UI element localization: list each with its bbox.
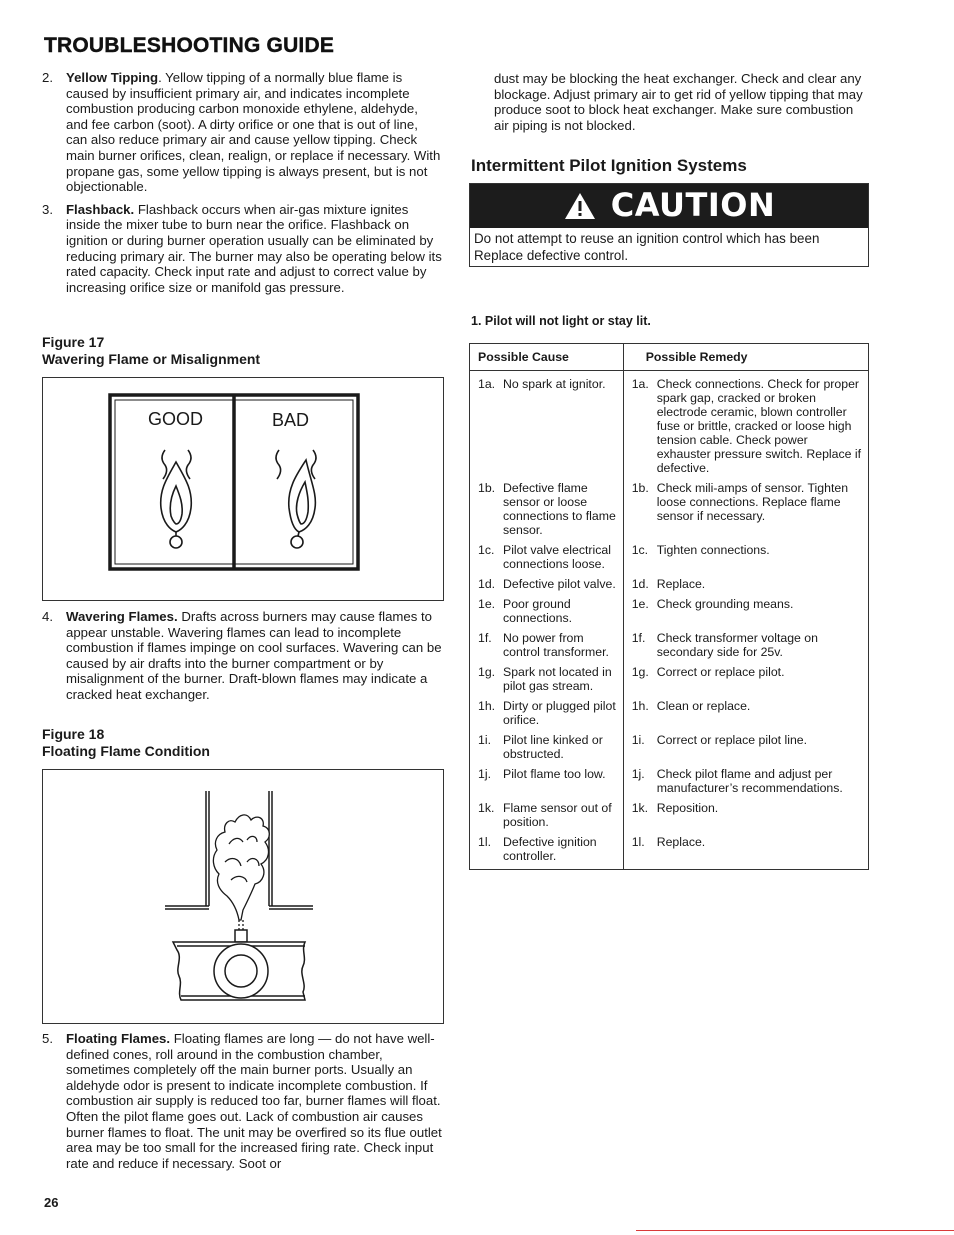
table-row bbox=[470, 733, 869, 767]
bad-label: BAD bbox=[272, 410, 310, 430]
cause-code: 1k. bbox=[478, 801, 495, 815]
figure-18-label bbox=[42, 726, 210, 760]
caution-label: CAUTION bbox=[610, 186, 776, 225]
cause-text: Spark not located in pilot gas stream. bbox=[503, 665, 612, 693]
remedy-entry bbox=[632, 801, 862, 815]
cause-code: 1j. bbox=[478, 767, 491, 781]
cause-code: 1h. bbox=[478, 699, 496, 713]
table-subheading: 1. Pilot will not light or stay lit. bbox=[471, 314, 651, 328]
figure-number: Figure 18 bbox=[42, 726, 105, 742]
table-row bbox=[470, 371, 869, 482]
caution-header bbox=[470, 184, 868, 228]
cause-entry bbox=[478, 665, 617, 693]
item-text: . Yellow tipping of a normally blue flame is caused by insufficient primary air, and indicates incomplete combustion producing carbon monoxide ethylene, aldehyde, and fee carbon (soot). A dirty orifice or one that is out of line, can also reduce primary air and cause yellow tipping. Check main burner orifices, clean, realign, or replace if necessary. With propane gas, some yellow tipping is always present, but is not objectionable. bbox=[66, 70, 441, 195]
table-row bbox=[470, 699, 869, 733]
table-cell-cause bbox=[470, 801, 624, 835]
cause-code: 1i. bbox=[478, 733, 491, 747]
continuation-paragraph: dust may be blocking the heat exchanger. Check and clear any blockage. Adjust primary air to get rid of yellow tipping that may produce soot to block heat exchanger. Make sure combustion air piping is not blocked. bbox=[494, 71, 863, 133]
cause-entry bbox=[478, 767, 617, 781]
warning-triangle-icon bbox=[563, 191, 597, 221]
table-row bbox=[470, 801, 869, 835]
cause-code: 1e. bbox=[478, 597, 496, 611]
good-label: GOOD bbox=[148, 409, 204, 429]
table-cell-cause bbox=[470, 481, 624, 543]
remedy-entry bbox=[632, 377, 862, 475]
remedy-entry bbox=[632, 597, 862, 611]
remedy-text: Reposition. bbox=[656, 801, 719, 815]
figure-caption: Floating Flame Condition bbox=[42, 743, 210, 759]
figure-18-floating-flame bbox=[42, 769, 444, 1024]
remedy-text: Check transformer voltage on secondary side for 25v. bbox=[656, 631, 818, 659]
remedy-text: Replace. bbox=[656, 577, 706, 591]
table-row bbox=[470, 631, 869, 665]
cause-code: 1c. bbox=[478, 543, 495, 557]
cause-entry bbox=[478, 835, 617, 863]
table-row bbox=[470, 767, 869, 801]
item-text: Floating flames are long — do not have well-defined cones, roll around in the combustion chamber, sometimes completely off the main burner ports. Usually an aldehyde odor is present to indicate incomplete combustion. If combustion air supply is reduced too far, burner flames will float. Often the pilot flame goes out. Lack of combustion air causes burner flames to float. The unit may be overfired so its flue outlet area may be too small for the increased firing rate. Check input rate and reduce if necessary. Soot or bbox=[66, 1031, 442, 1171]
table-body bbox=[470, 371, 869, 870]
figure-17-wavering-flame bbox=[42, 377, 444, 601]
remedy-entry bbox=[632, 767, 862, 795]
figure-17-illustration bbox=[43, 378, 443, 600]
cause-text: Defective flame sensor or loose connections to flame sensor. bbox=[503, 481, 616, 537]
remedy-entry bbox=[632, 835, 862, 849]
left-column-lower bbox=[42, 609, 442, 703]
remedy-code: 1g. bbox=[631, 665, 649, 679]
table-cell-remedy bbox=[623, 631, 868, 665]
table-cell-remedy bbox=[623, 699, 868, 733]
table-cell-cause bbox=[470, 371, 624, 482]
cause-entry bbox=[478, 377, 617, 391]
table-row bbox=[470, 481, 869, 543]
table-cell-remedy bbox=[623, 481, 868, 543]
item-label: Wavering Flames. bbox=[66, 609, 178, 624]
remedy-entry bbox=[632, 733, 862, 747]
item-text: Drafts across burners may cause flames to appear unstable. Wavering flames can lead to incomplete combustion if flames impinge on cool surfaces. Wavering can be caused by air drafts into the burner compartment or by misalignment of the burner. Draft-blown flames may indicate a cracked heat exchanger. bbox=[66, 609, 442, 702]
cause-text: No spark at ignitor. bbox=[503, 377, 606, 391]
list-item-floating-flames: 5. Floating Flames. Floating flames are long — do not have well-defined cones, roll around in the combustion chamber, sometimes completely off the main burner ports. Usually an aldehyde odor is present to indicate incomplete combustion. If combustion air supply is reduced too far, burner flames will float. Often the pilot flame goes out. Lack of combustion air causes burner flames to float. The unit may be overfired so its flue outlet area may be too small for the increased firing rate. Check input rate and reduce if necessary. Soot or bbox=[42, 1031, 442, 1171]
remedy-code: 1e. bbox=[631, 597, 649, 611]
list-item-flashback: 3. Flashback. Flashback occurs when air-gas mixture ignites inside the mixer tube to burn near the orifice. Flashback on ignition or during burner operation usually can be eliminated by reducing primary air. The burner may also be operating below its rated capacity. Check input rate and adjust to correct value by increasing orifice size or manifold gas pressure. bbox=[42, 201, 442, 295]
cause-code: 1b. bbox=[478, 481, 496, 495]
remedy-entry bbox=[632, 665, 862, 679]
table-cell-remedy bbox=[623, 733, 868, 767]
table-cell-cause bbox=[470, 699, 624, 733]
table-cell-cause bbox=[470, 835, 624, 870]
remedy-code: 1k. bbox=[631, 801, 649, 815]
table-row bbox=[470, 597, 869, 631]
figure-17-label bbox=[42, 334, 260, 368]
figure-caption: Wavering Flame or Misalignment bbox=[42, 351, 261, 367]
cause-entry bbox=[478, 481, 617, 537]
cause-code: 1d. bbox=[478, 577, 496, 591]
troubleshooting-table bbox=[469, 343, 869, 870]
cause-entry bbox=[478, 597, 617, 625]
footer-accent-rule bbox=[636, 1230, 954, 1231]
cause-entry bbox=[478, 733, 617, 761]
cause-entry bbox=[478, 543, 617, 571]
remedy-entry bbox=[632, 481, 862, 523]
remedy-text: Check pilot flame and adjust per manufacturer’s recommendations. bbox=[656, 767, 843, 795]
cause-text: Defective pilot valve. bbox=[503, 577, 616, 591]
cause-code: 1f. bbox=[478, 631, 492, 645]
remedy-entry bbox=[632, 543, 862, 557]
remedy-text: Correct or replace pilot line. bbox=[656, 733, 808, 747]
table-cell-cause bbox=[470, 631, 624, 665]
remedy-code: 1h. bbox=[631, 699, 649, 713]
table-cell-remedy bbox=[623, 597, 868, 631]
remedy-code: 1d. bbox=[631, 577, 649, 591]
caution-box bbox=[469, 183, 869, 267]
cause-code: 1a. bbox=[478, 377, 496, 391]
table-row bbox=[470, 835, 869, 870]
remedy-text: Correct or replace pilot. bbox=[656, 665, 785, 679]
remedy-text: Clean or replace. bbox=[656, 699, 751, 713]
table-cell-remedy bbox=[623, 543, 868, 577]
table-row bbox=[470, 577, 869, 597]
remedy-entry bbox=[632, 699, 862, 713]
list-item-wavering-flames: 4. Wavering Flames. Drafts across burners may cause flames to appear unstable. Wavering flames can lead to incomplete combustion if flames impinge on cool surfaces. Wavering can be caused by air drafts into the burner compartment or by misalignment of the burner. Draft-blown flames may indicate a cracked heat exchanger. bbox=[42, 609, 442, 702]
cause-text: Poor ground connections. bbox=[503, 597, 573, 625]
remedy-text: Check grounding means. bbox=[656, 597, 794, 611]
cause-code: 1l. bbox=[478, 835, 491, 849]
remedy-code: 1i. bbox=[631, 733, 645, 747]
troubleshooting-table-wrapper bbox=[469, 343, 869, 870]
section-heading: Intermittent Pilot Ignition Systems bbox=[471, 156, 747, 175]
cause-text: No power from control transformer. bbox=[503, 631, 609, 659]
remedy-text: Tighten connections. bbox=[656, 543, 770, 557]
remedy-entry bbox=[632, 631, 862, 659]
item-label: Flashback. bbox=[66, 201, 135, 217]
table-cell-cause bbox=[470, 543, 624, 577]
table-cell-remedy bbox=[623, 835, 868, 870]
figure-18-illustration bbox=[43, 770, 443, 1023]
remedy-code: 1j. bbox=[631, 767, 645, 781]
cause-entry bbox=[478, 801, 617, 829]
remedy-text: Check mili-amps of sensor. Tighten loose connections. Replace flame sensor if necessary. bbox=[656, 481, 849, 523]
cause-text: Dirty or plugged pilot orifice. bbox=[503, 699, 616, 727]
table-header-row bbox=[470, 344, 869, 371]
figure-number: Figure 17 bbox=[42, 334, 105, 350]
cause-entry bbox=[478, 577, 617, 591]
cause-entry bbox=[478, 699, 617, 727]
item-label: Yellow Tipping bbox=[66, 70, 159, 85]
cause-text: Pilot valve electrical connections loose. bbox=[503, 543, 611, 571]
table-row bbox=[470, 543, 869, 577]
table-cell-remedy bbox=[623, 801, 868, 835]
table-cell-cause bbox=[470, 767, 624, 801]
column-header-cause: Possible Cause bbox=[470, 344, 624, 371]
table-cell-cause bbox=[470, 733, 624, 767]
table-row bbox=[470, 665, 869, 699]
cause-code: 1g. bbox=[478, 665, 496, 679]
left-column bbox=[42, 70, 442, 295]
remedy-code: 1b. bbox=[631, 481, 649, 495]
table-cell-cause bbox=[470, 665, 624, 699]
burner-icon bbox=[173, 930, 305, 1000]
cause-text: Flame sensor out of position. bbox=[503, 801, 612, 829]
floating-flame-icon bbox=[213, 815, 269, 930]
remedy-code: 1f. bbox=[631, 631, 646, 645]
cause-entry bbox=[478, 631, 617, 659]
table-cell-remedy bbox=[623, 577, 868, 597]
table-cell-remedy bbox=[623, 767, 868, 801]
remedy-code: 1a. bbox=[631, 377, 649, 391]
caution-text: Do not attempt to reuse an ignition control which has been Replace defective control. bbox=[474, 231, 820, 263]
cause-text: Defective ignition controller. bbox=[503, 835, 597, 863]
page-number: 26 bbox=[44, 1195, 59, 1210]
cause-text: Pilot flame too low. bbox=[503, 767, 606, 781]
remedy-entry bbox=[632, 577, 862, 591]
remedy-code: 1c. bbox=[631, 543, 649, 557]
remedy-text: Replace. bbox=[656, 835, 706, 849]
table-cell-remedy bbox=[623, 371, 868, 482]
table-cell-cause bbox=[470, 577, 624, 597]
column-header-remedy: Possible Remedy bbox=[623, 344, 868, 371]
remedy-text: Check connections. Check for proper spark gap, cracked or broken electrode ceramic, blown controller fuse or brittle, cracked or loose high tension cable. Check power exhauster pressure switch. Replace if defective. bbox=[656, 377, 862, 475]
item-text: Flashback occurs when air-gas mixture ignites inside the mixer tube to burn near the orifice. Flashback on ignition or during burner operation usually can be eliminated by reducing primary air. The burner may also be operating below its rated capacity. Check input rate and adjust to correct value by increasing orifice size or manifold gas pressure. bbox=[66, 201, 442, 295]
left-column-bottom bbox=[42, 1031, 442, 1171]
page-title: TROUBLESHOOTING GUIDE bbox=[44, 34, 335, 57]
item-label: Floating Flames. bbox=[66, 1031, 171, 1046]
remedy-code: 1l. bbox=[631, 835, 645, 849]
table-cell-cause bbox=[470, 597, 624, 631]
cause-text: Pilot line kinked or obstructed. bbox=[503, 733, 603, 761]
list-item-yellow-tipping: 2. Yellow Tipping. Yellow tipping of a normally blue flame is caused by insufficient primary air, and indicates incomplete combustion producing carbon monoxide ethylene, aldehyde, and fee carbon (soot). A dirty orifice or one that is out of line, can also reduce primary air and cause yellow tipping. Check main burner orifices, clean, realign, or replace if necessary. With propane gas, some yellow tipping is always present, but is not objectionable. bbox=[42, 70, 441, 195]
table-cell-remedy bbox=[623, 665, 868, 699]
